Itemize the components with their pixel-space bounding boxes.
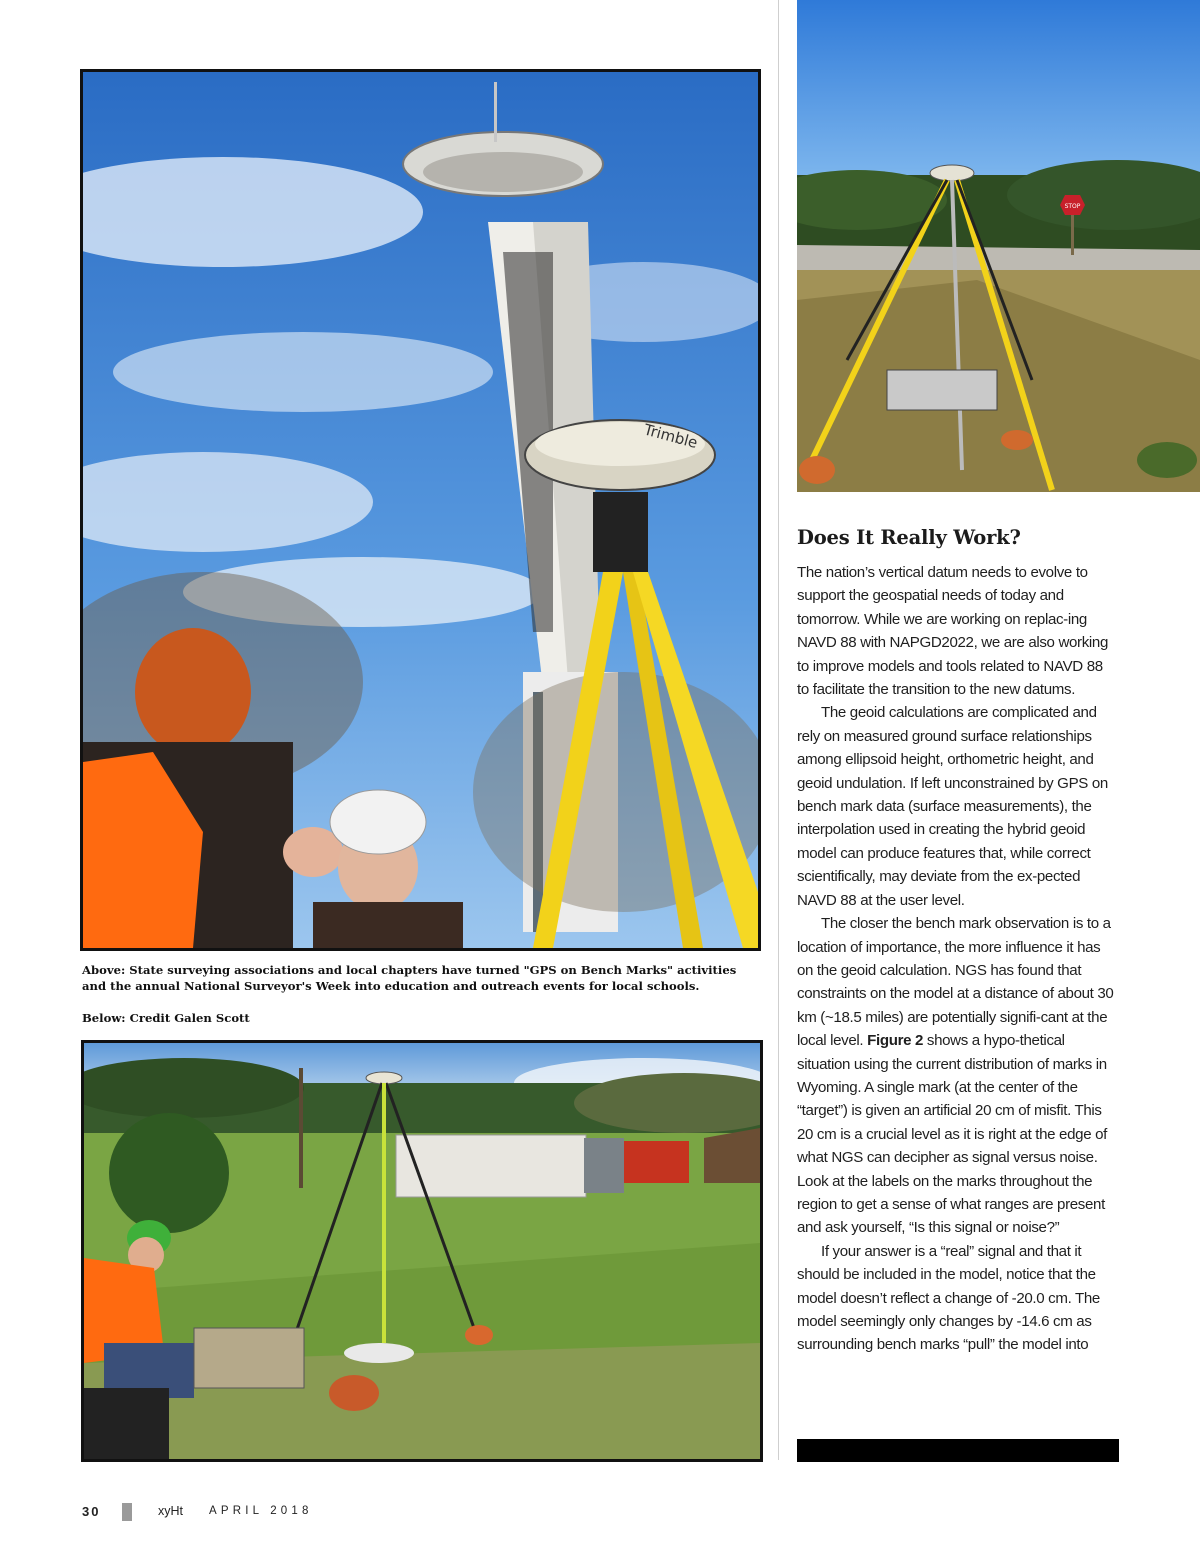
paragraph-4: If your answer is a “real” signal and that it should be included in the model, notice that the model doesn’t reflect a change of -20.0 cm. The model seemingly only changes by -14.6 cm as surrounding bench marks “pull” the model into bbox=[797, 1242, 1100, 1354]
magazine-name: xyHt bbox=[158, 1504, 183, 1518]
caption-above: Above: State surveying associations and local chapters have turned "GPS on Bench Marks" activities and the annual National Surveyor's Week into education and outreach events for local schools. bbox=[82, 963, 737, 993]
stop-sign-text: STOP bbox=[1064, 203, 1081, 210]
paragraph-3 bbox=[797, 912, 1117, 1240]
paragraph-3-end: shows a hypo-thetical situation using the current distribution of marks in Wyoming. A single mark (at the center of the “target”) is given an artificial 20 cm of misfit. This 20 cm is a crucial level as it is right at the edge of what NGS can decipher as signal versus noise. Look at the labels on the marks throughout the region to get a sense of what ranges are present and ask yourself, “Is this signal or noise?” bbox=[797, 1032, 1107, 1237]
paragraph-1: The nation’s vertical datum needs to evolve to support the geospatial needs of today and tomorrow. While we are working on replac-ing NAVD 88 with NAPGD2022, we are also working to improve models and tools related to NAVD 88 to facilitate the transition to the new datums. bbox=[797, 564, 1109, 699]
column-divider bbox=[778, 0, 779, 1460]
page-number: 30 bbox=[82, 1504, 101, 1519]
caption-below: Below: Credit Galen Scott bbox=[82, 1011, 250, 1025]
figure-2-reference: Figure 2 bbox=[867, 1032, 924, 1050]
article-body bbox=[797, 561, 1117, 1357]
field-survey-photo bbox=[81, 1040, 763, 1462]
space-needle-photo bbox=[80, 69, 761, 951]
footer-separator bbox=[122, 1503, 132, 1521]
article-heading: Does It Really Work? bbox=[797, 526, 1021, 549]
tripod-road-photo bbox=[797, 0, 1200, 492]
column-footer-bar bbox=[797, 1439, 1119, 1462]
trimble-label: Trimble bbox=[641, 420, 700, 453]
issue-date: APRIL 2018 bbox=[209, 1505, 313, 1517]
paragraph-2: The geoid calculations are complicated and rely on measured ground surface relationships among ellipsoid height, orthometric height, and geoid undulation. If left unconstrained by GPS on bench mark data (surface measurements), the interpolation used in creating the hybrid geoid model can produce features that, while correct scientifically, may deviate from the ex-pected NAVD 88 at the user level. bbox=[797, 704, 1108, 909]
paragraph-3-start: The closer the bench mark observation is to a location of importance, the more influence it has on the geoid calculation. NGS has found that constraints on the model at a distance of about 30 km (~18.5 miles) are potentially signifi-cant at the local level. bbox=[797, 915, 1114, 1050]
